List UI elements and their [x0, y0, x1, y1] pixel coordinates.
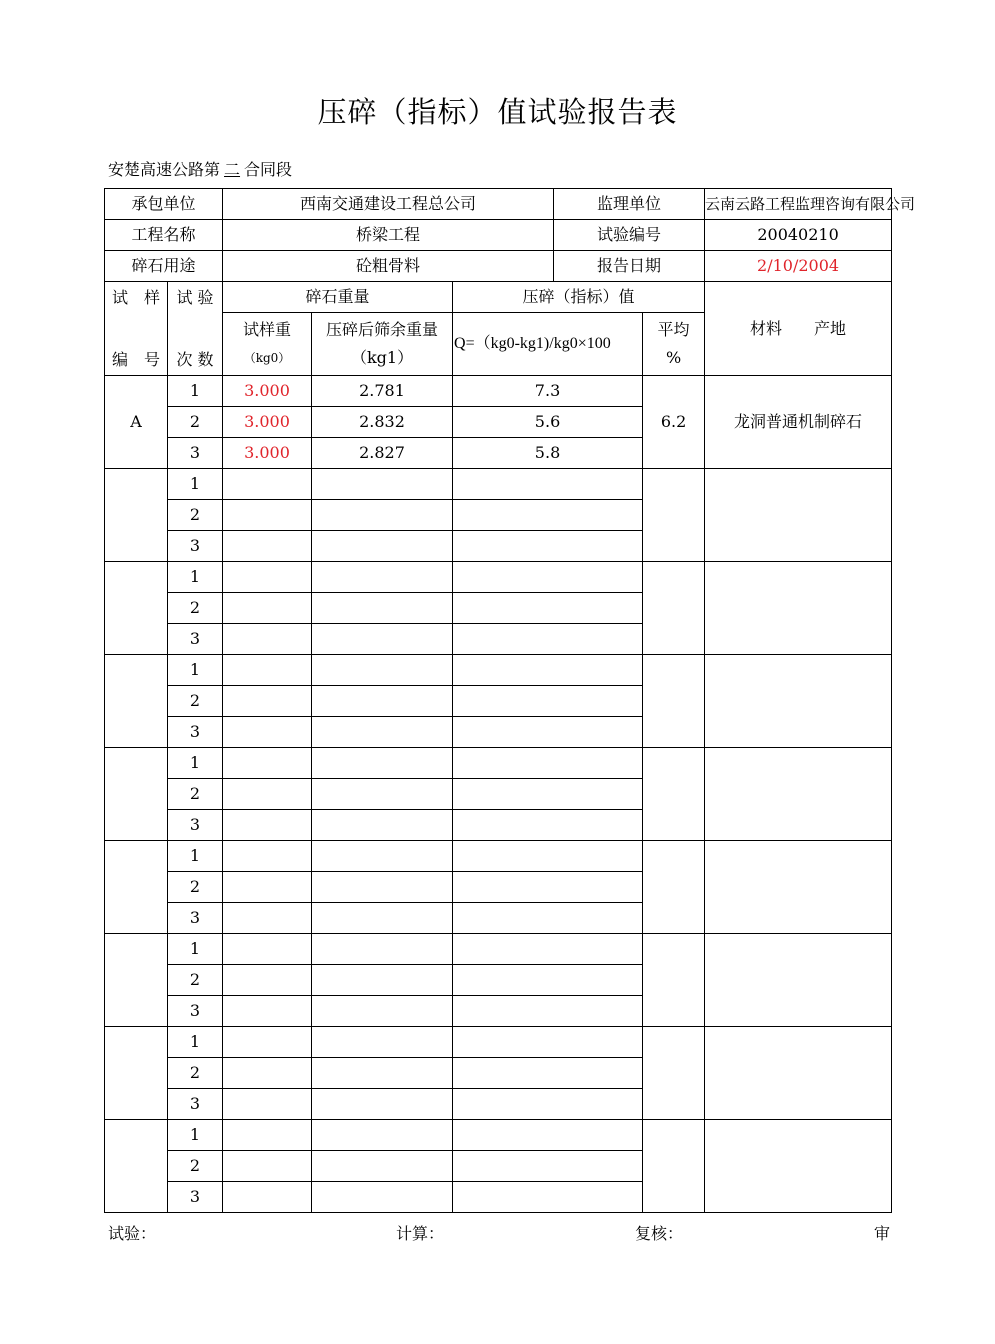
trial-number: 1 [168, 655, 223, 686]
material-origin [705, 934, 892, 1027]
residual-weight-cell [312, 1089, 453, 1120]
crush-value-cell [453, 1120, 643, 1151]
residual-weight-cell [312, 934, 453, 965]
trial-number: 3 [168, 903, 223, 934]
trial-number: 3 [168, 531, 223, 562]
subtitle-prefix: 安楚高速公路第 [108, 160, 221, 179]
crush-value-cell [453, 841, 643, 872]
sample-weight-cell [223, 1027, 312, 1058]
sample-weight-cell [223, 624, 312, 655]
report-date-value: 2/10/2004 [705, 251, 892, 282]
trial-number: 2 [168, 407, 223, 438]
trial-number: 2 [168, 965, 223, 996]
table-row [105, 1120, 892, 1151]
trial-header-top: 试 验 [176, 287, 214, 307]
crush-value-cell [453, 748, 643, 779]
average-value [643, 562, 705, 655]
crush-value-cell: 7.3 [453, 376, 643, 407]
residual-weight-cell [312, 1151, 453, 1182]
residual-weight-cell [312, 469, 453, 500]
trial-number: 3 [168, 1182, 223, 1213]
sample-weight-cell [223, 934, 312, 965]
crush-value-cell [453, 1089, 643, 1120]
average-value [643, 748, 705, 841]
trial-number: 3 [168, 438, 223, 469]
trial-number: 1 [168, 1120, 223, 1151]
average-value [643, 469, 705, 562]
contractor-label: 承包单位 [105, 189, 223, 220]
crush-group-header: 压碎（指标）值 [453, 282, 705, 313]
residual-weight-cell: 2.832 [312, 407, 453, 438]
sample-weight-cell: 3.000 [223, 376, 312, 407]
table-row [105, 841, 892, 872]
trial-number: 2 [168, 500, 223, 531]
material-origin [705, 748, 892, 841]
table-row [105, 469, 892, 500]
sample-header-bottom: 编 号 [111, 349, 160, 369]
residual-weight-header [312, 313, 453, 376]
crush-value-cell [453, 686, 643, 717]
residual-weight-cell: 2.781 [312, 376, 453, 407]
trial-number: 2 [168, 1058, 223, 1089]
project-label: 工程名称 [105, 220, 223, 251]
residual-weight-cell [312, 748, 453, 779]
sample-weight-cell [223, 810, 312, 841]
sample-weight-cell [223, 841, 312, 872]
trial-number: 3 [168, 624, 223, 655]
table-row [105, 655, 892, 686]
average-value [643, 841, 705, 934]
sample-weight-cell [223, 903, 312, 934]
trial-number: 1 [168, 469, 223, 500]
material-origin [705, 655, 892, 748]
table-row [105, 934, 892, 965]
trial-number: 3 [168, 717, 223, 748]
sample-weight-cell: 3.000 [223, 407, 312, 438]
sample-id [105, 562, 168, 655]
residual-weight-cell [312, 593, 453, 624]
table-row [105, 562, 892, 593]
table-row [105, 376, 892, 407]
sample-id [105, 748, 168, 841]
residual-weight-cell [312, 624, 453, 655]
sample-weight-cell [223, 748, 312, 779]
crush-value-cell [453, 717, 643, 748]
average-value [643, 934, 705, 1027]
trial-number: 3 [168, 996, 223, 1027]
material-origin [705, 1120, 892, 1213]
sample-weight-cell [223, 996, 312, 1027]
sample-weight-cell [223, 965, 312, 996]
sample-id [105, 1120, 168, 1213]
residual-weight-cell [312, 1027, 453, 1058]
residual-weight-cell [312, 531, 453, 562]
sample-weight-unit: （kg0） [243, 351, 291, 365]
footer-approve: 审 [874, 1224, 891, 1243]
sample-id [105, 1027, 168, 1120]
trial-number: 2 [168, 686, 223, 717]
trial-number: 3 [168, 810, 223, 841]
trial-number: 1 [168, 934, 223, 965]
supervisor-label: 监理单位 [554, 189, 705, 220]
footer-calculation: 计算： [396, 1224, 445, 1243]
residual-weight-cell [312, 996, 453, 1027]
header-row-1 [105, 282, 892, 313]
crush-value-cell [453, 934, 643, 965]
info-row-project [105, 220, 892, 251]
material-origin [705, 469, 892, 562]
trial-number: 2 [168, 872, 223, 903]
sample-weight-cell [223, 1120, 312, 1151]
trial-no-header [168, 282, 223, 376]
crush-value-cell [453, 1182, 643, 1213]
crush-value-cell [453, 1027, 643, 1058]
sample-header-top: 试 样 [111, 287, 160, 307]
residual-weight-cell [312, 500, 453, 531]
trial-header-bottom: 次 数 [176, 349, 214, 369]
trial-number: 1 [168, 1027, 223, 1058]
residual-weight-cell [312, 965, 453, 996]
table-row [105, 748, 892, 779]
crush-value-cell [453, 593, 643, 624]
sample-id-header [105, 282, 168, 376]
trial-number: 1 [168, 376, 223, 407]
project-value: 桥梁工程 [223, 220, 554, 251]
crush-value-cell [453, 1151, 643, 1182]
crush-value-cell [453, 531, 643, 562]
report-date-label: 报告日期 [554, 251, 705, 282]
sample-weight-cell [223, 872, 312, 903]
crush-value-cell [453, 500, 643, 531]
sample-weight-cell [223, 593, 312, 624]
average-label: 平均 [657, 320, 690, 339]
crush-value-cell [453, 624, 643, 655]
average-value [643, 1120, 705, 1213]
sample-weight-cell [223, 1058, 312, 1089]
sample-weight-cell [223, 531, 312, 562]
average-value [643, 1027, 705, 1120]
residual-weight-cell [312, 655, 453, 686]
residual-weight-unit: （kg1） [350, 348, 414, 367]
sample-weight-cell [223, 500, 312, 531]
crush-value-cell: 5.6 [453, 407, 643, 438]
residual-weight-cell [312, 562, 453, 593]
usage-value: 砼粗骨料 [223, 251, 554, 282]
sample-weight-cell [223, 779, 312, 810]
info-row-usage [105, 251, 892, 282]
residual-weight-cell [312, 1182, 453, 1213]
material-origin [705, 1027, 892, 1120]
test-no-label: 试验编号 [554, 220, 705, 251]
table-row [105, 1027, 892, 1058]
sample-weight-cell [223, 686, 312, 717]
sample-id [105, 469, 168, 562]
material-origin [705, 841, 892, 934]
average-header [643, 313, 705, 376]
trial-number: 3 [168, 1089, 223, 1120]
info-row-contractor [105, 189, 892, 220]
residual-weight-cell [312, 872, 453, 903]
crush-value-cell [453, 562, 643, 593]
sample-weight-header [223, 313, 312, 376]
crush-value-cell [453, 1058, 643, 1089]
trial-number: 2 [168, 593, 223, 624]
trial-number: 1 [168, 562, 223, 593]
sample-weight-cell [223, 717, 312, 748]
sample-weight-label: 试样重 [243, 320, 292, 339]
trial-number: 1 [168, 841, 223, 872]
crush-formula: Q=（kg0-kg1)/kg0×100 [453, 313, 643, 376]
sample-weight-cell [223, 1182, 312, 1213]
sample-weight-cell [223, 562, 312, 593]
crush-value-cell [453, 779, 643, 810]
residual-weight-cell [312, 717, 453, 748]
crush-value-cell [453, 655, 643, 686]
supervisor-value: 云南云路工程监理咨询有限公司 [705, 189, 892, 220]
average-value [643, 655, 705, 748]
trial-number: 1 [168, 748, 223, 779]
crush-value-cell [453, 810, 643, 841]
contractor-value: 西南交通建设工程总公司 [223, 189, 554, 220]
residual-weight-cell [312, 1120, 453, 1151]
residual-weight-cell: 2.827 [312, 438, 453, 469]
subtitle-suffix: 合同段 [244, 160, 293, 179]
material-origin: 龙洞普通机制碎石 [705, 376, 892, 469]
crush-value-cell [453, 872, 643, 903]
trial-number: 2 [168, 1151, 223, 1182]
average-value: 6.2 [643, 376, 705, 469]
crush-value-cell: 5.8 [453, 438, 643, 469]
residual-weight-cell [312, 686, 453, 717]
average-unit: % [665, 348, 682, 367]
report-table [104, 188, 916, 1213]
report-title: 压碎（指标）值试验报告表 [317, 95, 678, 129]
crush-value-cell [453, 996, 643, 1027]
residual-weight-cell [312, 779, 453, 810]
sample-id [105, 934, 168, 1027]
crush-value-cell [453, 469, 643, 500]
sample-weight-cell [223, 469, 312, 500]
contract-section-line [108, 157, 292, 180]
crush-value-cell [453, 903, 643, 934]
usage-label: 碎石用途 [105, 251, 223, 282]
residual-weight-cell [312, 903, 453, 934]
residual-weight-cell [312, 810, 453, 841]
sample-id [105, 655, 168, 748]
sample-weight-cell [223, 1151, 312, 1182]
trial-number: 2 [168, 779, 223, 810]
material-origin-header: 材料 产地 [705, 282, 892, 376]
residual-weight-cell [312, 841, 453, 872]
sample-weight-cell: 3.000 [223, 438, 312, 469]
footer-review: 复核： [635, 1224, 684, 1243]
material-origin [705, 562, 892, 655]
contract-section-number: 二 [224, 160, 241, 179]
residual-weight-label: 压碎后筛余重量 [326, 320, 439, 339]
sample-weight-cell [223, 1089, 312, 1120]
crush-value-cell [453, 965, 643, 996]
weight-group-header: 碎石重量 [223, 282, 453, 313]
residual-weight-cell [312, 1058, 453, 1089]
test-no-value: 20040210 [705, 220, 892, 251]
sample-id [105, 841, 168, 934]
sample-id: A [105, 376, 168, 469]
footer-test: 试验： [108, 1224, 157, 1243]
sample-weight-cell [223, 655, 312, 686]
